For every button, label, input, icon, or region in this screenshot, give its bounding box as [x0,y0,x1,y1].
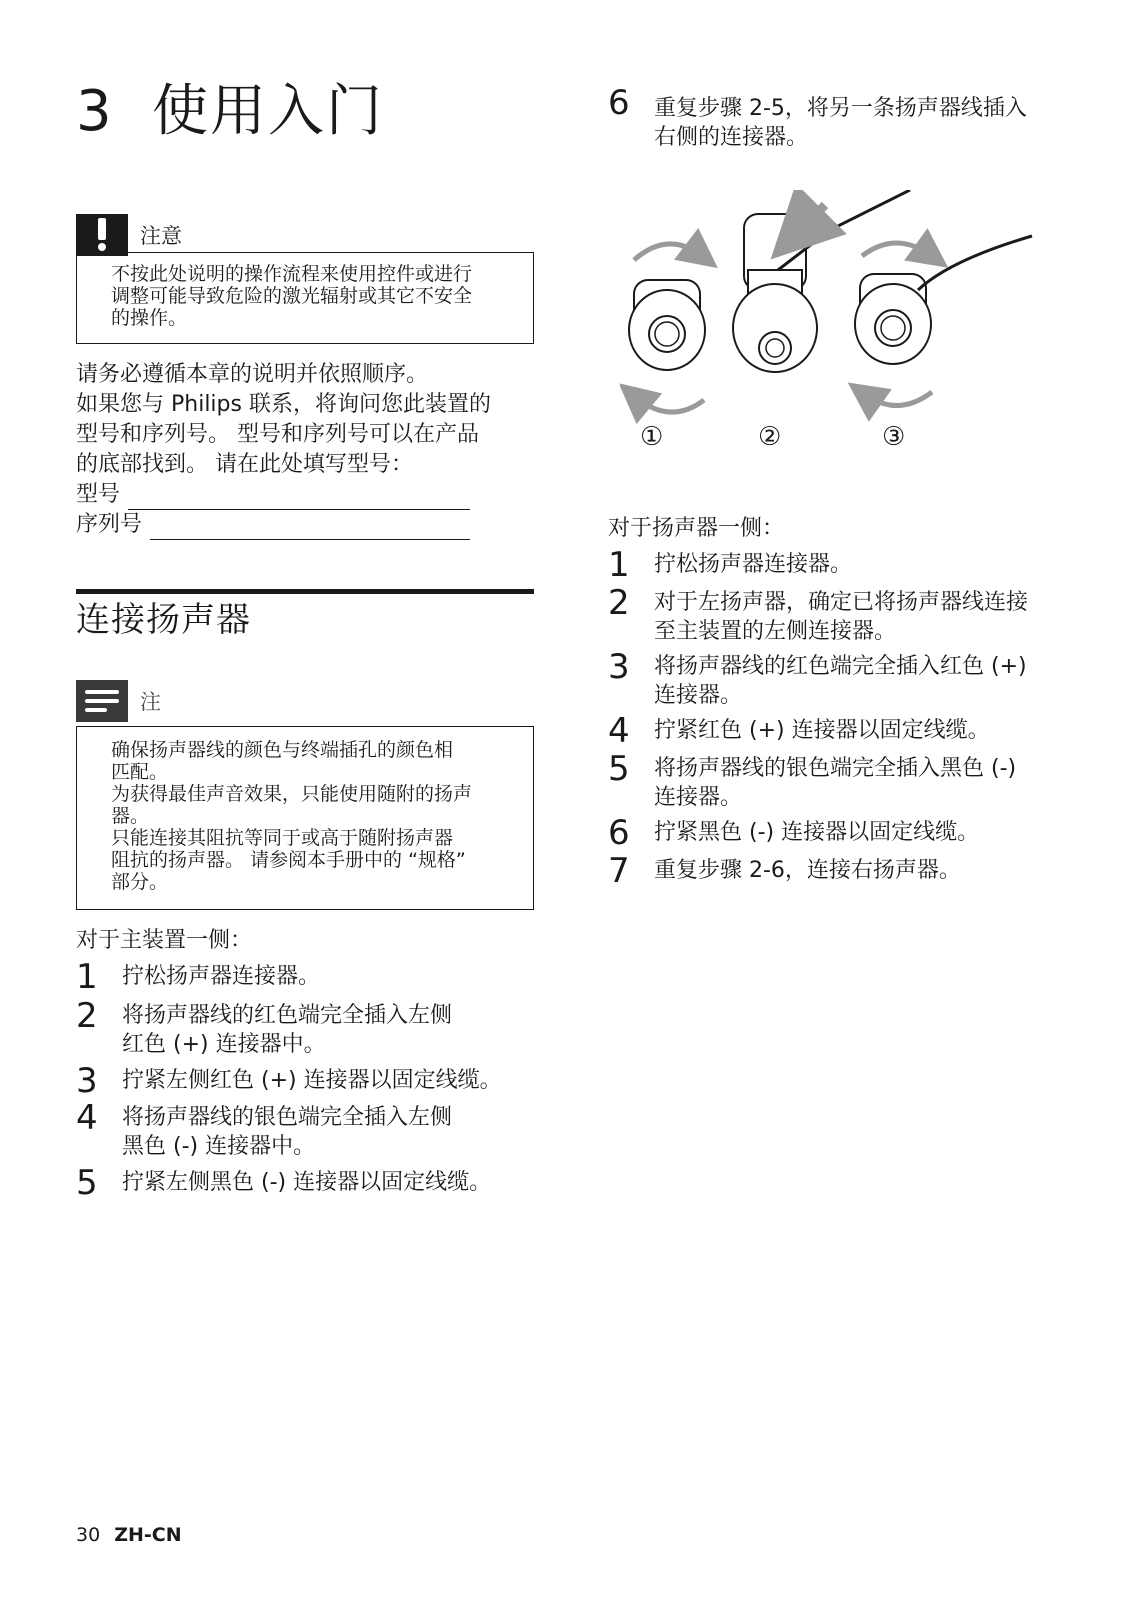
note-line: 部分。 [111,871,169,893]
note-line: 确保扬声器线的颜色与终端插孔的颜色相 [111,739,454,761]
exclamation-icon [76,214,128,256]
step-number: 4 [76,1098,98,1138]
intro-line: 型号和序列号。 型号和序列号可以在产品 [76,422,479,447]
main-unit-heading: 对于主装置一侧： [76,928,253,953]
step-number: 3 [76,1061,98,1101]
step-item [76,957,536,997]
step-text: 拧松扬声器连接器。 [654,552,853,577]
serial-field [76,510,532,540]
step-text: 拧紧红色 (+) 连接器以固定线缆。 [654,718,990,743]
step-item [608,647,1098,710]
step-number: 2 [608,583,630,623]
connector-1 [629,244,705,412]
step-text: 连接器。 [654,785,743,810]
step-item [608,545,1098,585]
step-item [608,583,1098,646]
model-blank [128,487,470,510]
step-number: 5 [76,1163,98,1203]
serial-blank [150,517,470,540]
note-box [76,680,534,910]
step-text: 将扬声器线的红色端完全插入红色 (+) [654,654,1027,679]
step-item [76,1098,536,1161]
step-text: 重复步骤 2-5，将另一条扬声器线插入 [654,96,1027,121]
step-item [608,749,1098,812]
intro-line: 的底部找到。 请在此处填写型号： [76,452,413,477]
note-line: 阻抗的扬声器。 请参阅本手册中的 “规格” [111,849,466,871]
step-item [608,851,1098,891]
step-text: 对于左扬声器，确定已将扬声器线连接 [654,590,1029,615]
step-text: 至主装置的左侧连接器。 [654,619,897,644]
model-field [76,480,532,510]
serial-label: 序列号 [76,512,143,537]
step-text: 连接器。 [654,683,743,708]
connector-figure [620,190,1070,470]
note-line: 匹配。 [111,761,169,783]
section-rule [76,589,534,594]
step-text: 将扬声器线的银色端完全插入黑色 (-) [654,756,1017,781]
step-item [76,996,536,1059]
page-number: 30 [76,1524,101,1546]
caution-body [76,252,534,344]
step-item [76,1163,536,1203]
step-text: 重复步骤 2-6，连接右扬声器。 [654,858,961,883]
page-footer [76,1524,182,1546]
intro-line: 如果您与 Philips 联系，将询问您此装置的 [76,392,491,417]
step-item [76,1061,536,1101]
figure-label-3: ③ [882,422,906,452]
step-text: 拧松扬声器连接器。 [122,964,321,989]
step-number: 6 [608,83,630,123]
caution-line: 的操作。 [111,307,188,329]
figure-label-2: ② [758,422,782,452]
note-line: 只能连接其阻抗等同于或高于随附扬声器 [111,827,454,849]
caution-line: 不按此处说明的操作流程来使用控件或进行 [111,263,473,285]
caution-header [76,214,534,256]
chapter-title: 使用入门 [152,79,384,144]
note-icon [76,680,128,722]
step-number: 3 [608,647,630,687]
step-text: 将扬声器线的红色端完全插入左侧 [122,1003,453,1028]
caution-label: 注意 [140,224,182,248]
figure-label-1: ① [640,422,664,452]
step-number: 1 [608,545,630,585]
note-label: 注 [140,690,161,714]
step-number: 6 [608,813,630,853]
connector-illustration [620,190,1070,470]
connector-3 [855,236,1032,406]
step-text: 将扬声器线的银色端完全插入左侧 [122,1105,453,1130]
speaker-side-steps [608,514,1098,891]
step-text: 红色 (+) 连接器中。 [122,1032,326,1057]
section-title: 连接扬声器 [76,600,251,640]
step-text: 拧紧左侧红色 (+) 连接器以固定线缆。 [122,1068,502,1093]
step-item [608,83,1088,152]
step-number: 4 [608,711,630,751]
step-text: 拧紧左侧黑色 (-) 连接器以固定线缆。 [122,1170,492,1195]
caution-box [76,214,534,344]
chapter-number: 3 [76,79,112,144]
note-header [76,680,534,722]
step-number: 2 [76,996,98,1036]
intro-line: 请务必遵循本章的说明并依照顺序。 [76,362,429,387]
step-text: 拧紧黑色 (-) 连接器以固定线缆。 [654,820,980,845]
step-number: 5 [608,749,630,789]
speaker-side-heading: 对于扬声器一侧： [608,516,785,541]
note-body [76,726,534,910]
main-unit-steps [76,926,536,1203]
note-line: 器。 [111,805,150,827]
caution-line: 调整可能导致危险的激光辐射或其它不安全 [111,285,473,307]
step-item [608,711,1098,751]
language-code: ZH-CN [114,1524,182,1546]
note-line: 为获得最佳声音效果，只能使用随附的扬声 [111,783,473,805]
model-label: 型号 [76,482,121,507]
step-text: 黑色 (-) 连接器中。 [122,1134,316,1159]
step-number: 1 [76,957,98,997]
step6-block [608,83,1088,152]
intro-paragraph [76,360,532,540]
step-text: 右侧的连接器。 [654,125,809,150]
step-number: 7 [608,851,630,891]
step-item [608,813,1098,853]
